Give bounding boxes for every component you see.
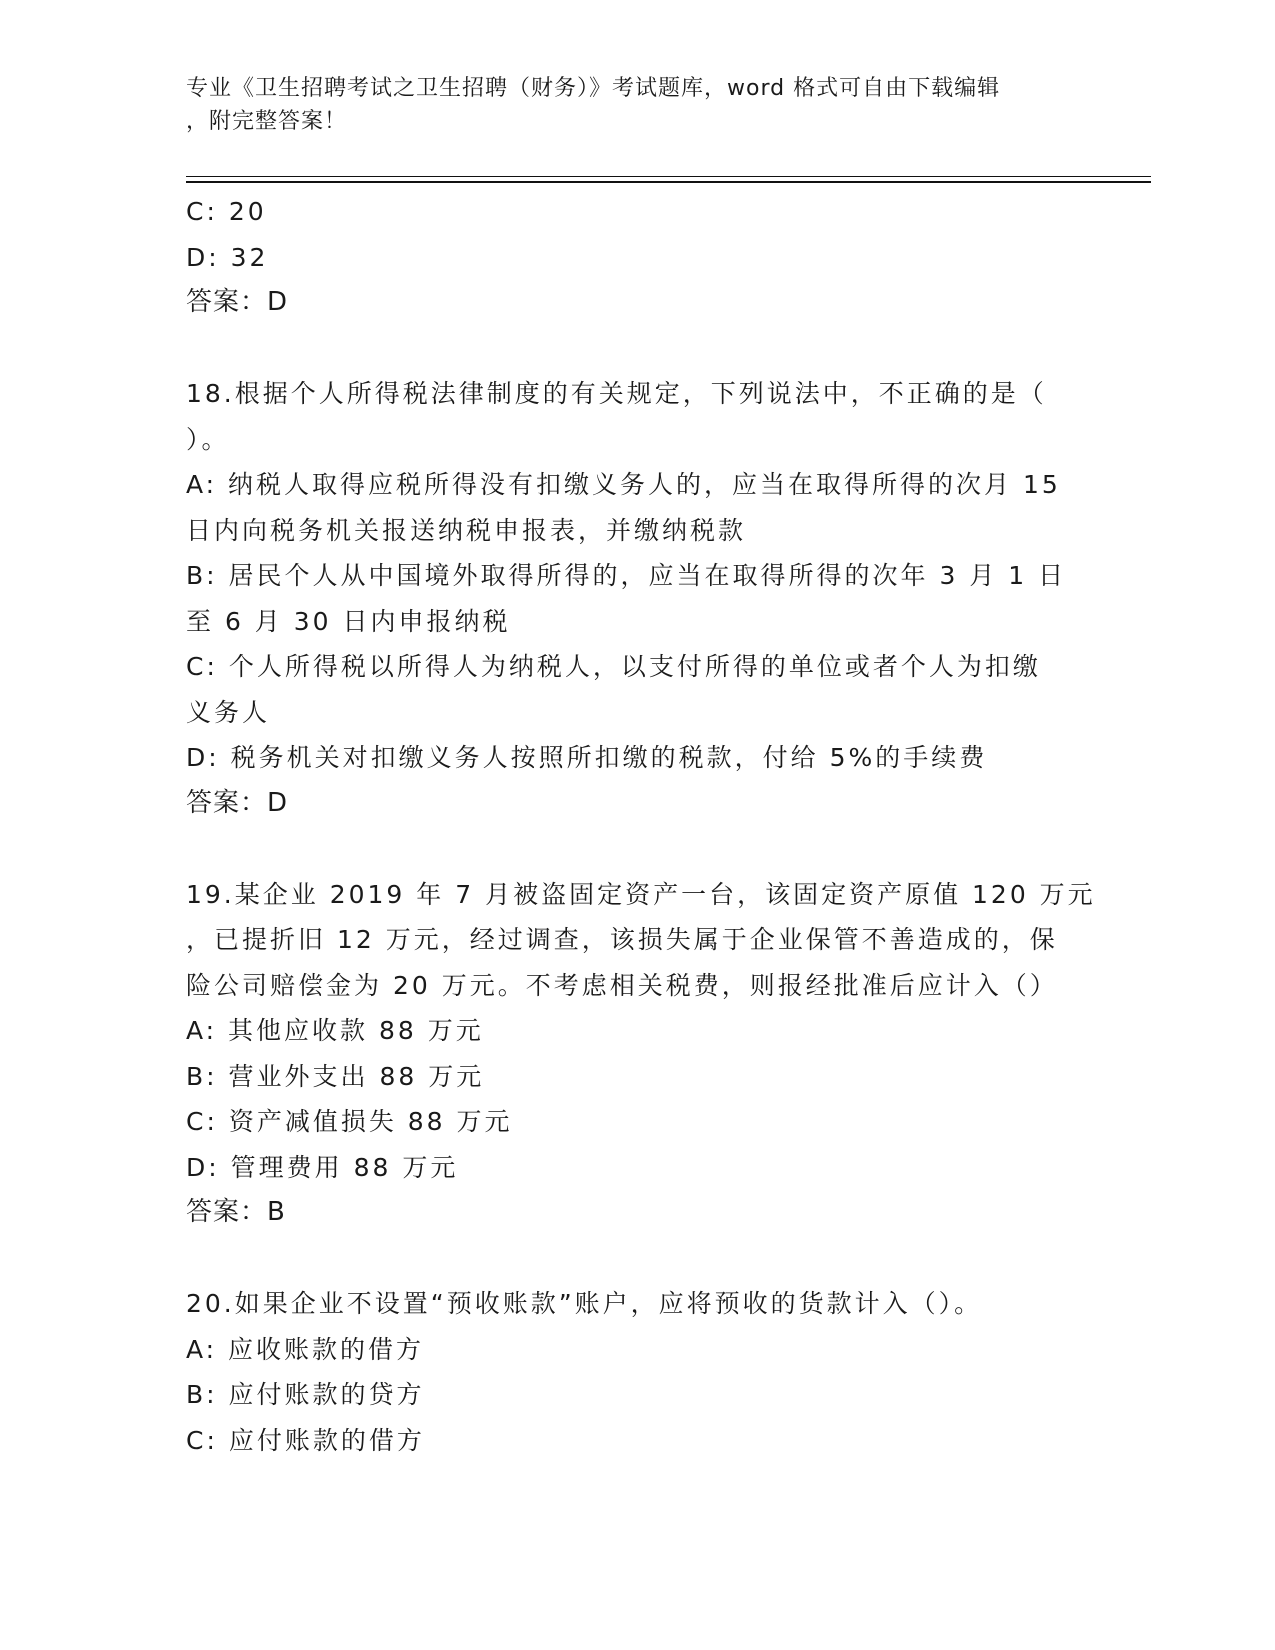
q20-option-a: A: 应收账款的借方: [186, 1334, 425, 1364]
spacer: [186, 326, 1086, 372]
q18-option-c-line-2: 义务人: [186, 697, 271, 727]
spacer: [186, 826, 1086, 872]
question-18: [186, 371, 1086, 826]
q18-option-d: D: 税务机关对扣缴义务人按照所扣缴的税款，付给 5%的手续费: [186, 743, 988, 772]
q19-answer: 答案：B: [186, 1197, 286, 1227]
header-line-1: 专业《卫生招聘考试之卫生招聘（财务）》考试题库，word 格式可自由下载编辑: [186, 76, 1001, 101]
q18-stem-line-2: ）。: [186, 424, 230, 454]
header-divider-thick: [186, 181, 1151, 183]
q20-stem-line-1: 20.如果企业不设置“预收账款”账户，应将预收的货款计入（）。: [186, 1289, 983, 1318]
q20-option-c: C: 应付账款的借方: [186, 1425, 425, 1455]
q18-option-c-line-1: C: 个人所得税以所得人为纳税人，以支付所得的单位或者个人为扣缴: [186, 652, 1041, 681]
q18-option-a-line-1: A: 纳税人取得应税所得没有扣缴义务人的，应当在取得所得的次月 15: [186, 470, 1061, 499]
q18-answer: 答案：D: [186, 787, 289, 818]
q19-stem-line-1: 19.某企业 2019 年 7 月被盗固定资产一台，该固定资产原值 120 万元: [186, 879, 1096, 909]
question-20: [186, 1281, 1086, 1463]
header-line-2: ，附完整答案！: [186, 109, 348, 134]
header-divider-thin: [186, 176, 1151, 177]
document-header: [186, 72, 1086, 138]
q18-option-b-line-1: B: 居民个人从中国境外取得所得的，应当在取得所得的次年 3 月 1 日: [186, 561, 1067, 590]
q19-option-a: A: 其他应收款 88 万元: [186, 1016, 484, 1045]
q17-option-c: C: 20: [186, 197, 267, 226]
q19-option-c: C: 资产减值损失 88 万元: [186, 1107, 513, 1136]
q19-stem-line-2: ，已提折旧 12 万元，经过调查，该损失属于企业保管不善造成的，保: [186, 925, 1058, 954]
question-19: [186, 872, 1096, 1236]
q19-option-b: B: 营业外支出 88 万元: [186, 1061, 485, 1091]
q19-stem-line-3: 险公司赔偿金为 20 万元。不考虑相关税费，则报经批准后应计入（）: [186, 970, 1058, 1000]
q20-option-b: B: 应付账款的贷方: [186, 1380, 425, 1409]
q17-answer: 答案：D: [186, 287, 289, 317]
spacer: [186, 1236, 1086, 1282]
question-list: [186, 189, 1096, 1463]
q19-option-d: D: 管理费用 88 万元: [186, 1152, 459, 1182]
q17-option-d: D: 32: [186, 242, 269, 272]
q18-option-a-line-2: 日内向税务机关报送纳税申报表，并缴纳税款: [186, 515, 747, 545]
question-17: [186, 189, 1086, 326]
q18-option-b-line-2: 至 6 月 30 日内申报纳税: [186, 606, 511, 636]
q18-stem-line-1: 18.根据个人所得税法律制度的有关规定，下列说法中，不正确的是（: [186, 379, 1047, 408]
